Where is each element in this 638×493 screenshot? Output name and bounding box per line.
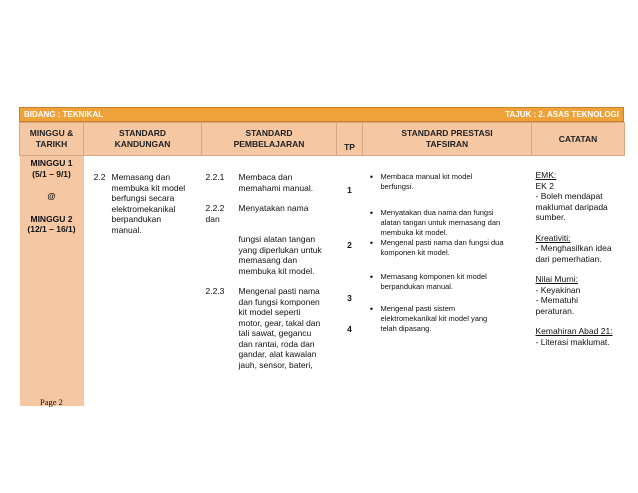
catatan-cell: EMK: EK 2 - Boleh mendapat maklumat daripada sumber. Kreativiti: - Menghasilkan idea dari pemerhatian. Nilai Murni: - Keyakinan - Mematuhi peraturan. Kemahiran Abad 21: - Literasi maklumat. <box>532 156 625 407</box>
lesson-table <box>19 122 625 406</box>
tp-level-4: 4 <box>347 323 352 334</box>
lesson-row <box>20 156 625 407</box>
tajuk-label: TAJUK : 2. ASAS TEKNOLOGI <box>505 110 619 119</box>
header-band <box>19 107 624 122</box>
tafsiran-item: • Memasang komponen kit model berpandukan manual. <box>363 272 532 292</box>
bullet-icon: • <box>369 272 374 282</box>
bullet-icon: • <box>369 304 374 314</box>
kandungan-cell: 2.2 Memasang dan membuka kit model berfungsi secara elektromekanikal berpandukan manual. <box>93 172 186 235</box>
bullet-icon: • <box>369 238 374 248</box>
emk-title: EMK: <box>535 170 557 180</box>
tp-level-2: 2 <box>347 239 352 250</box>
tafsiran-item: • Menyatakan dua nama dan fungsi alatan tangan untuk memasang dan membuka kit model. <box>363 208 532 238</box>
column-header-row <box>20 123 625 156</box>
col-catatan: CATATAN <box>532 123 625 156</box>
nilai-title: Nilai Murni: <box>535 274 579 284</box>
page-number: Page 2 <box>40 397 63 407</box>
kreativiti-title: Kreativiti: <box>535 232 571 243</box>
col-kandungan: STANDARD KANDUNGAN <box>84 123 202 156</box>
sp-item-2-2-3: 2.2.3 Mengenal pasti nama dan fungsi komponen kit model seperti motor, gear, takal dan tali sawat, gegancu dan rantai, roda dan gandar, alat kawalan jauh, sensor, bateri, <box>205 286 321 370</box>
tp-level-3: 3 <box>347 293 352 303</box>
lesson-plan-sheet <box>19 107 624 406</box>
sp-item-2-2-2: 2.2.2 Menyatakan nama dan fungsi alatan tangan yang diperlukan untuk memasang dan membuka kit model. <box>205 203 322 276</box>
tafsiran-item: • Membaca manual kit model berfungsi. <box>363 172 532 192</box>
week-cell: MINGGU 1 (5/1 – 9/1) @ MINGGU 2 (12/1 – 16/1) <box>20 156 84 407</box>
bullet-icon: • <box>369 208 374 218</box>
col-pembelajaran: STANDARD PEMBELAJARAN <box>202 123 337 156</box>
bidang-label: BIDANG : TEKNIKAL <box>24 110 104 119</box>
pembelajaran-cell <box>202 156 337 407</box>
col-tp: TP <box>337 123 363 156</box>
kemahiran-title: Kemahiran Abad 21: <box>535 326 613 336</box>
tafsiran-item: • Mengenal pasti sistem elektromekanikal kit model yang telah dipasang. <box>363 304 532 334</box>
col-minggu: MINGGU & TARIKH <box>20 123 84 156</box>
bullet-icon: • <box>369 172 374 182</box>
tp-level-1: 1 <box>347 185 352 195</box>
tp-cell <box>337 156 363 407</box>
sp-item-2-2-1: 2.2.1 Membaca dan memahami manual. <box>205 172 314 193</box>
col-tafsiran: STANDARD PRESTASI TAFSIRAN <box>363 123 532 156</box>
tafsiran-item: • Mengenal pasti nama dan fungsi dua komponen kit model. <box>363 238 532 258</box>
tafsiran-cell <box>363 156 532 407</box>
